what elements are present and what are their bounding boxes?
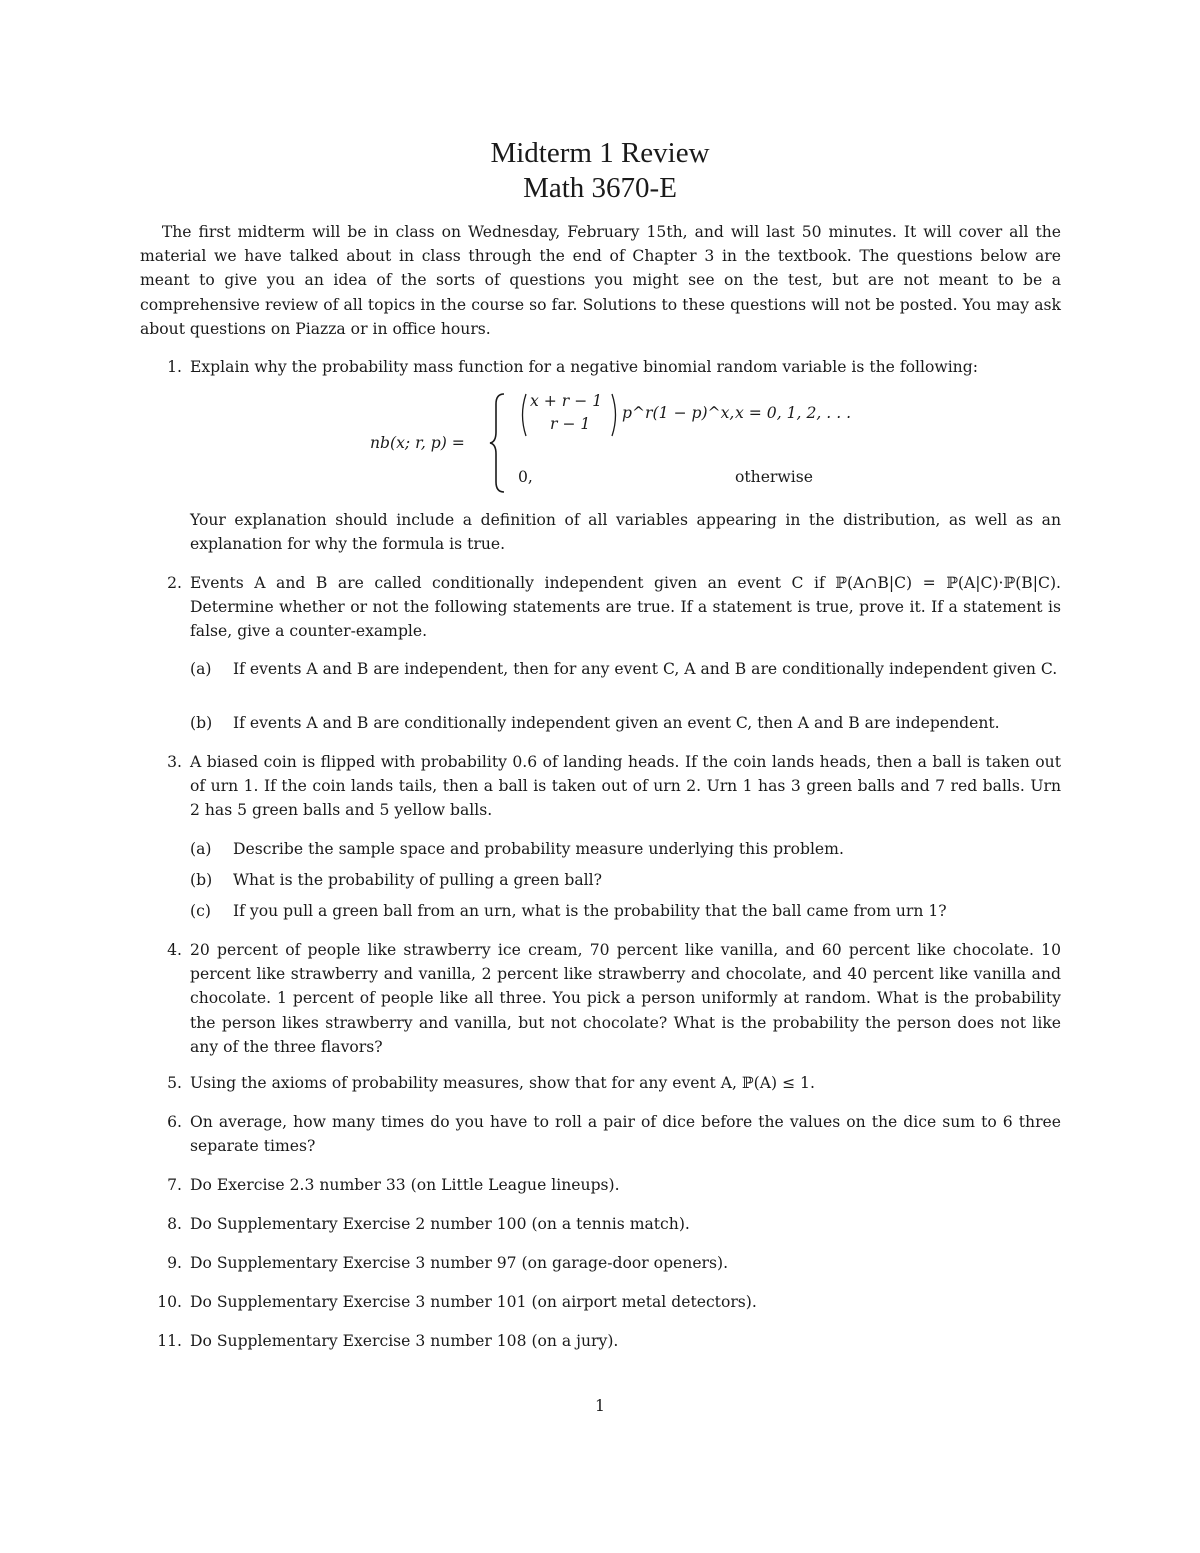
case2-expression: 0, bbox=[518, 468, 533, 486]
question-text: Explain why the probability mass function for a negative binomial random variable is the following: bbox=[190, 358, 978, 376]
question-text: On average, how many times do you have to roll a pair of dice before the values on the dice sum to 6 three separate times? bbox=[190, 1113, 1061, 1156]
formula-lhs: nb(x; r, p) = bbox=[370, 434, 465, 452]
part-label: (b) bbox=[190, 871, 213, 889]
left-brace-icon bbox=[488, 392, 508, 494]
question-text: A biased coin is flipped with probability 0.6 of landing heads. If the coin lands heads, then a ball is taken out of urn 1. If the coin lands tails, then a ball is taken out of urn 2. Urn 1 has 3 green balls and 7 red balls. Urn 2 has 5 green balls and 5 yellow balls. bbox=[190, 753, 1061, 820]
question-number: 7. bbox=[167, 1176, 182, 1194]
question-number: 3. bbox=[167, 753, 182, 771]
question-text: Do Supplementary Exercise 3 number 97 (on garage-door openers). bbox=[190, 1254, 729, 1272]
question-number: 1. bbox=[167, 358, 182, 376]
binom-top: x + r − 1 bbox=[530, 392, 603, 410]
binom-right-paren-icon bbox=[610, 392, 620, 438]
part-label: (b) bbox=[190, 714, 213, 732]
part-label: (c) bbox=[190, 902, 211, 920]
question-number: 9. bbox=[167, 1254, 182, 1272]
document-title: Midterm 1 Review bbox=[490, 137, 710, 169]
question-number: 5. bbox=[167, 1074, 182, 1092]
part-text: Describe the sample space and probability measure underlying this problem. bbox=[233, 840, 844, 858]
question-number: 4. bbox=[167, 941, 182, 959]
question-text: Do Supplementary Exercise 2 number 100 (on a tennis match). bbox=[190, 1215, 690, 1233]
course-name: Math 3670-E bbox=[523, 172, 677, 204]
question-number: 10. bbox=[157, 1293, 182, 1311]
question-text: Do Supplementary Exercise 3 number 108 (on a jury). bbox=[190, 1332, 619, 1350]
part-label: (a) bbox=[190, 840, 212, 858]
case1-condition: x = 0, 1, 2, . . . bbox=[735, 404, 852, 422]
page-number: 1 bbox=[595, 1397, 605, 1415]
part-text: If events A and B are conditionally independent given an event C, then A and B are independent. bbox=[233, 714, 1000, 732]
part-text: What is the probability of pulling a green ball? bbox=[233, 871, 602, 889]
part-text: If you pull a green ball from an urn, what is the probability that the ball came from urn 1? bbox=[233, 902, 947, 920]
part-label: (a) bbox=[190, 660, 212, 678]
question-text: Do Supplementary Exercise 3 number 101 (on airport metal detectors). bbox=[190, 1293, 757, 1311]
intro-paragraph: The first midterm will be in class on Wednesday, February 15th, and will last 50 minutes. It will cover all the material we have talked about in class through the end of Chapter 3 in the textbook. The questions below are meant to give you an idea of the sorts of questions you might see on the test, but are not meant to be a comprehensive review of all topics in the course so far. Solutions to these questions will not be posted. You may ask about questions on Piazza or in office hours. bbox=[140, 223, 1061, 338]
question-text: 20 percent of people like strawberry ice cream, 70 percent like vanilla, and 60 percent like chocolate. 10 percent like strawberry and vanilla, 2 percent like strawberry and chocolate, and 40 percent like vanilla and chocolate. 1 percent of people like all three. You pick a person uniformly at random. What is the probability the person likes strawberry and vanilla, but not chocolate? What is the probability the person does not like any of the three flavors? bbox=[190, 941, 1061, 1056]
question-text: Events A and B are called conditionally independent given an event C if ℙ(A∩B|C) = ℙ(A|C)·ℙ(B|C). Determine whether or not the following statements are true. If a statement is true, prove it. If a statement is false, give a counter-example. bbox=[190, 574, 1061, 641]
part-text: If events A and B are independent, then for any event C, A and B are conditionally independent given C. bbox=[233, 660, 1058, 678]
binom-left-paren-icon bbox=[518, 392, 528, 438]
question-text: Do Exercise 2.3 number 33 (on Little League lineups). bbox=[190, 1176, 620, 1194]
negative-binomial-pmf-formula bbox=[370, 388, 930, 498]
binom-bottom: r − 1 bbox=[550, 415, 591, 433]
question-number: 2. bbox=[167, 574, 182, 592]
case2-condition: otherwise bbox=[735, 468, 813, 486]
case1-expression: p^r(1 − p)^x, bbox=[622, 404, 735, 422]
followup-text: Your explanation should include a definition of all variables appearing in the distribution, as well as an explanation for why the formula is true. bbox=[190, 511, 1061, 554]
question-number: 8. bbox=[167, 1215, 182, 1233]
question-number: 11. bbox=[157, 1332, 182, 1350]
question-number: 6. bbox=[167, 1113, 182, 1131]
question-text: Using the axioms of probability measures, show that for any event A, ℙ(A) ≤ 1. bbox=[190, 1074, 815, 1092]
